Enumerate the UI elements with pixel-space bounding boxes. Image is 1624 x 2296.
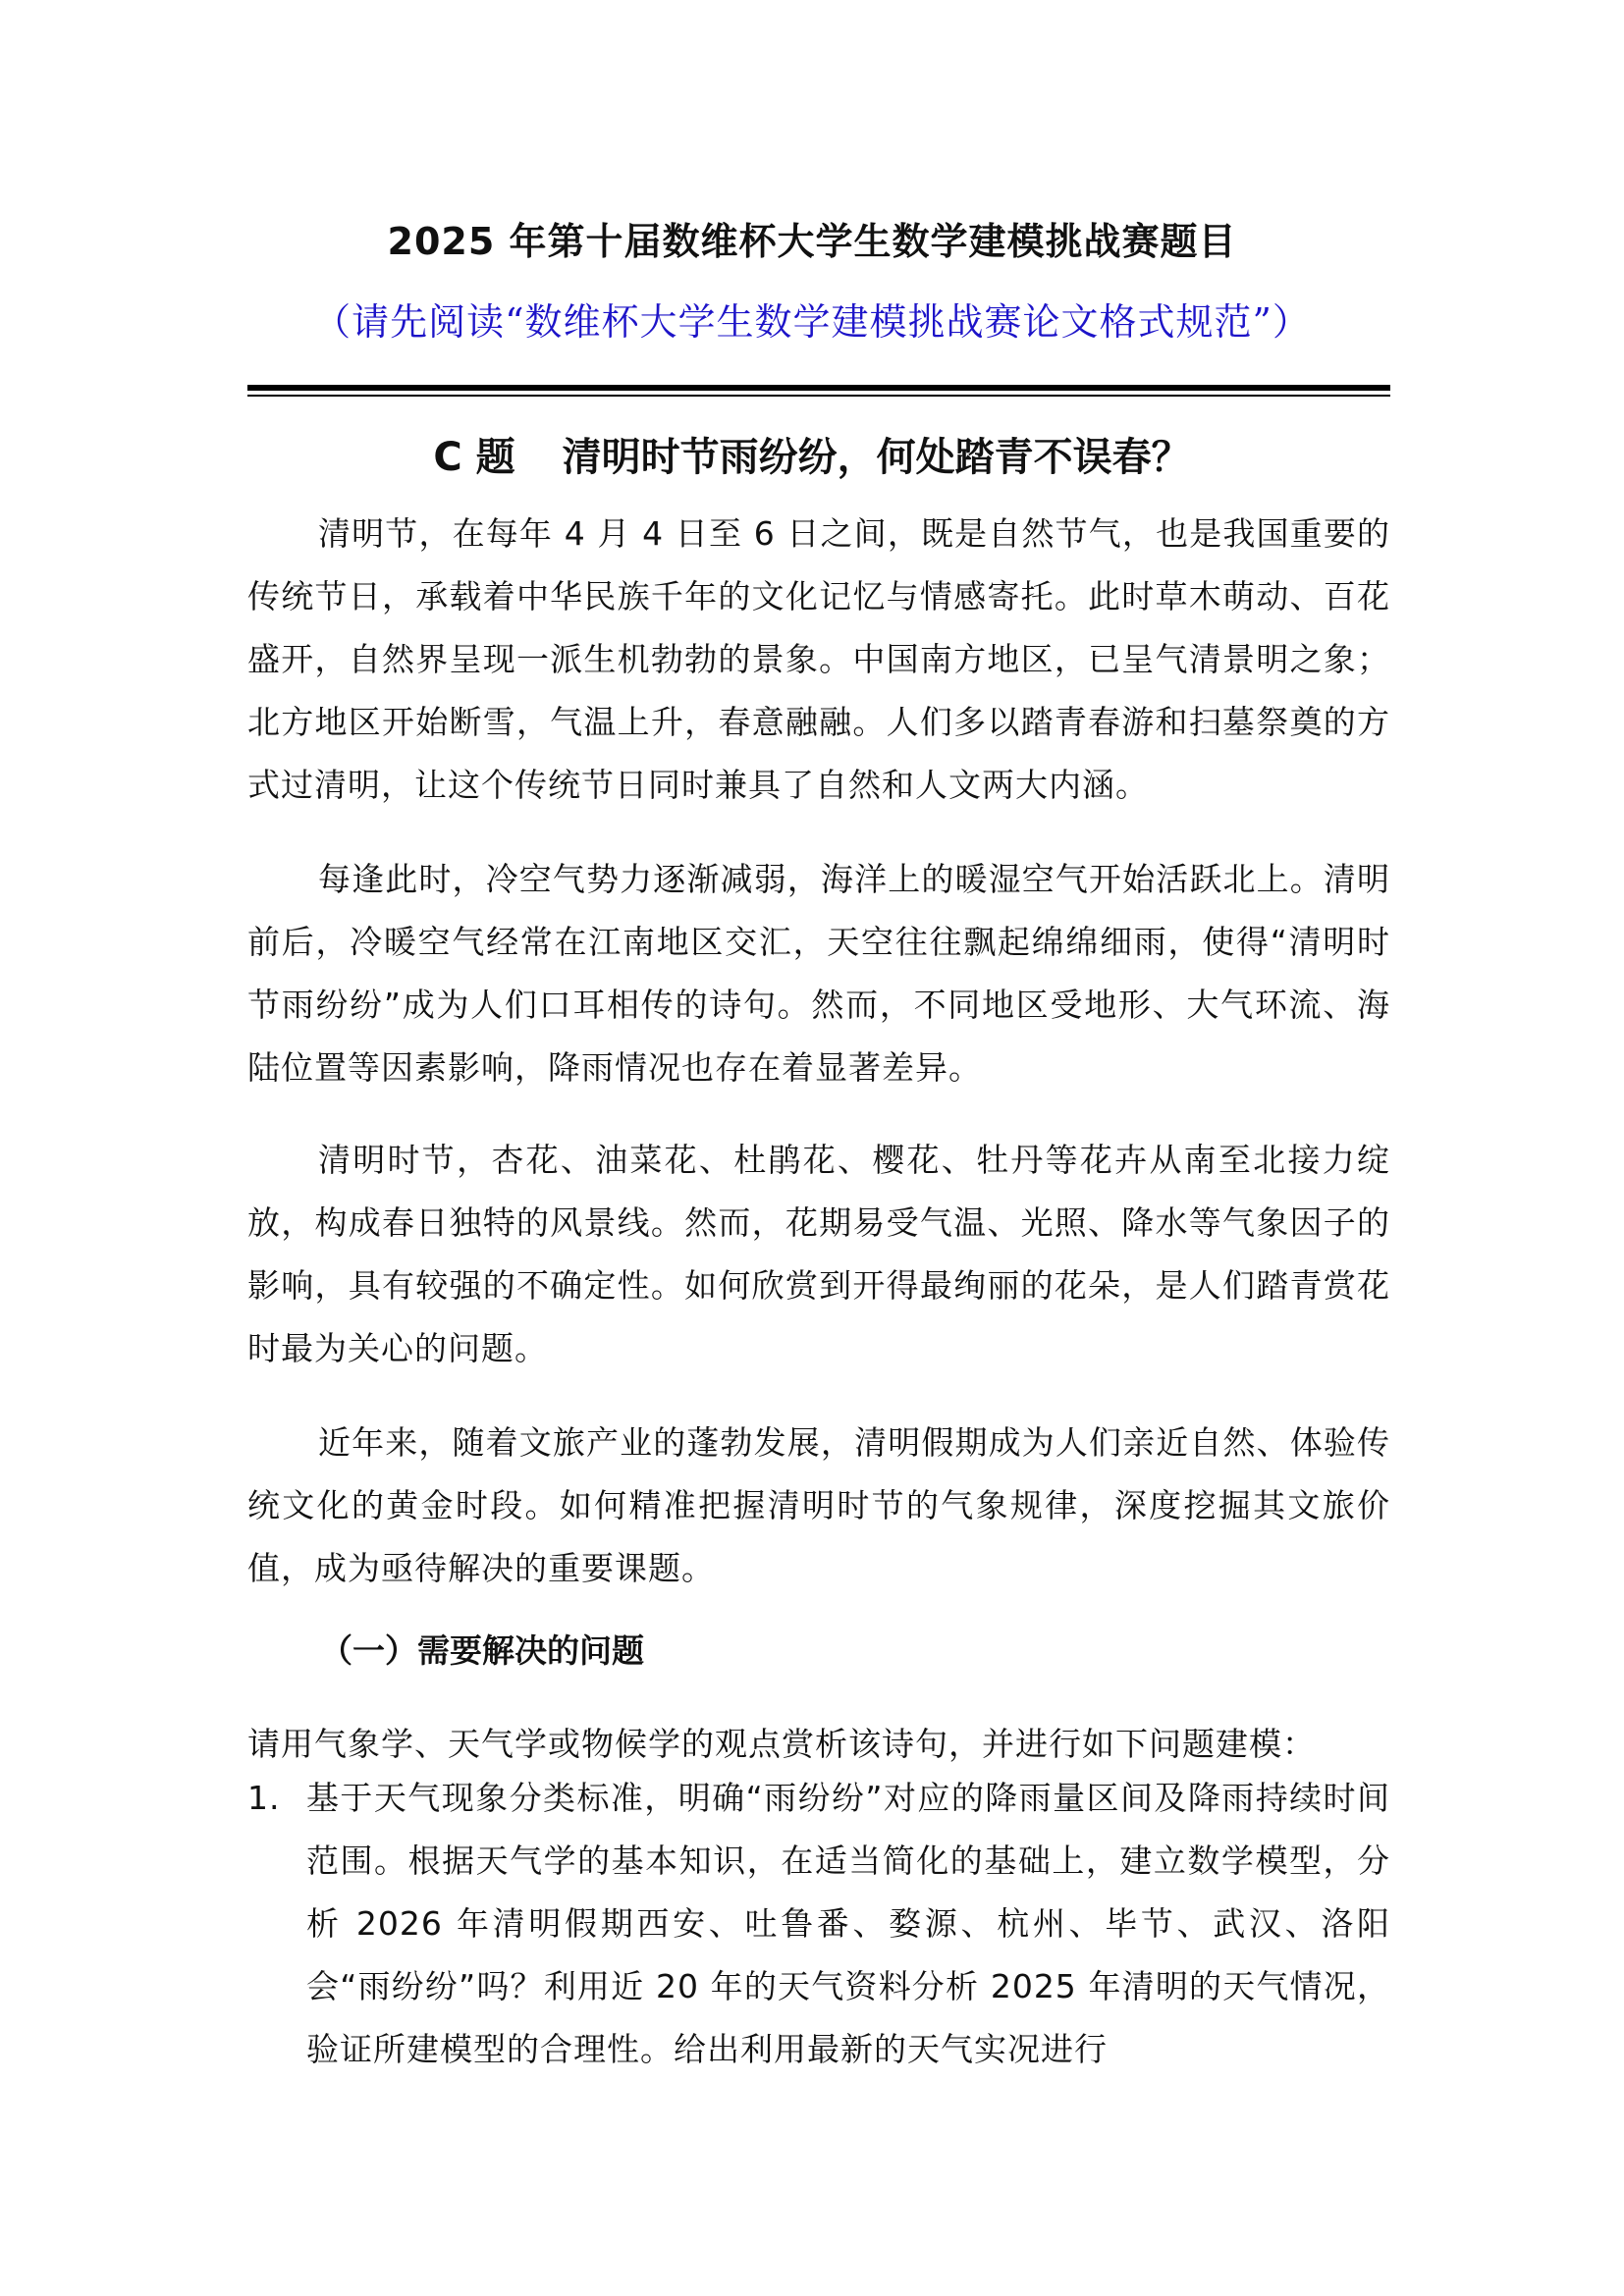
problem-tag: C 题 bbox=[433, 435, 515, 480]
paragraph-4: 近年来，随着文旅产业的蓬勃发展，清明假期成为人们亲近自然、体验传统文化的黄金时段。如何精准把握清明时节的气象规律，深度挖掘其文旅价值，成为亟待解决的重要课题。 bbox=[247, 1423, 1390, 1587]
list-item-number: 1. bbox=[247, 1779, 281, 1817]
competition-title: 2025 年第十届数维杯大学生数学建模挑战赛题目 bbox=[387, 220, 1237, 263]
list-item-text: 基于天气现象分类标准，明确“雨纷纷”对应的降雨量区间及降雨持续时间范围。根据天气学的基本知识，在适当简化的基础上，建立数学模型，分析 2026 年清明假期西安、吐鲁番、婺源、杭州、毕节、武汉、洛阳会“雨纷纷”吗？利用近 20 年的天气资料分析 2025 年清明的天气情况，验证所建模型的合理性。给出利用最新的天气实况进行 bbox=[306, 1779, 1390, 2068]
problem-title-text: 清明时节雨纷纷，何处踏青不误春？ bbox=[562, 435, 1191, 480]
paragraph-2: 每逢此时，冷空气势力逐渐减弱，海洋上的暖湿空气开始活跃北上。清明前后，冷暖空气经常在江南地区交汇，天空往往飘起绵绵细雨，使得“清明时节雨纷纷”成为人们口耳相传的诗句。然而，不同地区受地形、大气环流、海陆位置等因素影响，降雨情况也存在着显著差异。 bbox=[247, 860, 1390, 1087]
format-note: （请先阅读“数维杯大学生数学建模挑战赛论文格式规范”） bbox=[313, 300, 1311, 344]
list-item bbox=[247, 1767, 1390, 2081]
section-intro: 请用气象学、天气学或物候学的观点赏析该诗句，并进行如下问题建模： bbox=[247, 1725, 1316, 1763]
divider-thin bbox=[247, 395, 1390, 397]
paragraph-3: 清明时节，杏花、油菜花、杜鹃花、樱花、牡丹等花卉从南至北接力绽放，构成春日独特的风景线。然而，花期易受气温、光照、降水等气象因子的影响，具有较强的不确定性。如何欣赏到开得最绚丽的花朵，是人们踏青赏花时最为关心的问题。 bbox=[247, 1141, 1390, 1367]
divider-thick bbox=[247, 385, 1390, 391]
paragraph-1: 清明节，在每年 4 月 4 日至 6 日之间，既是自然节气，也是我国重要的传统节日，承载着中华民族千年的文化记忆与情感寄托。此时草木萌动、百花盛开，自然界呈现一派生机勃勃的景象。中国南方地区，已呈气清景明之象；北方地区开始断雪，气温上升，春意融融。人们多以踏青春游和扫墓祭奠的方式过清明，让这个传统节日同时兼具了自然和人文两大内涵。 bbox=[247, 514, 1390, 804]
section-heading: （一）需要解决的问题 bbox=[320, 1631, 644, 1670]
problem-title bbox=[0, 428, 1624, 487]
